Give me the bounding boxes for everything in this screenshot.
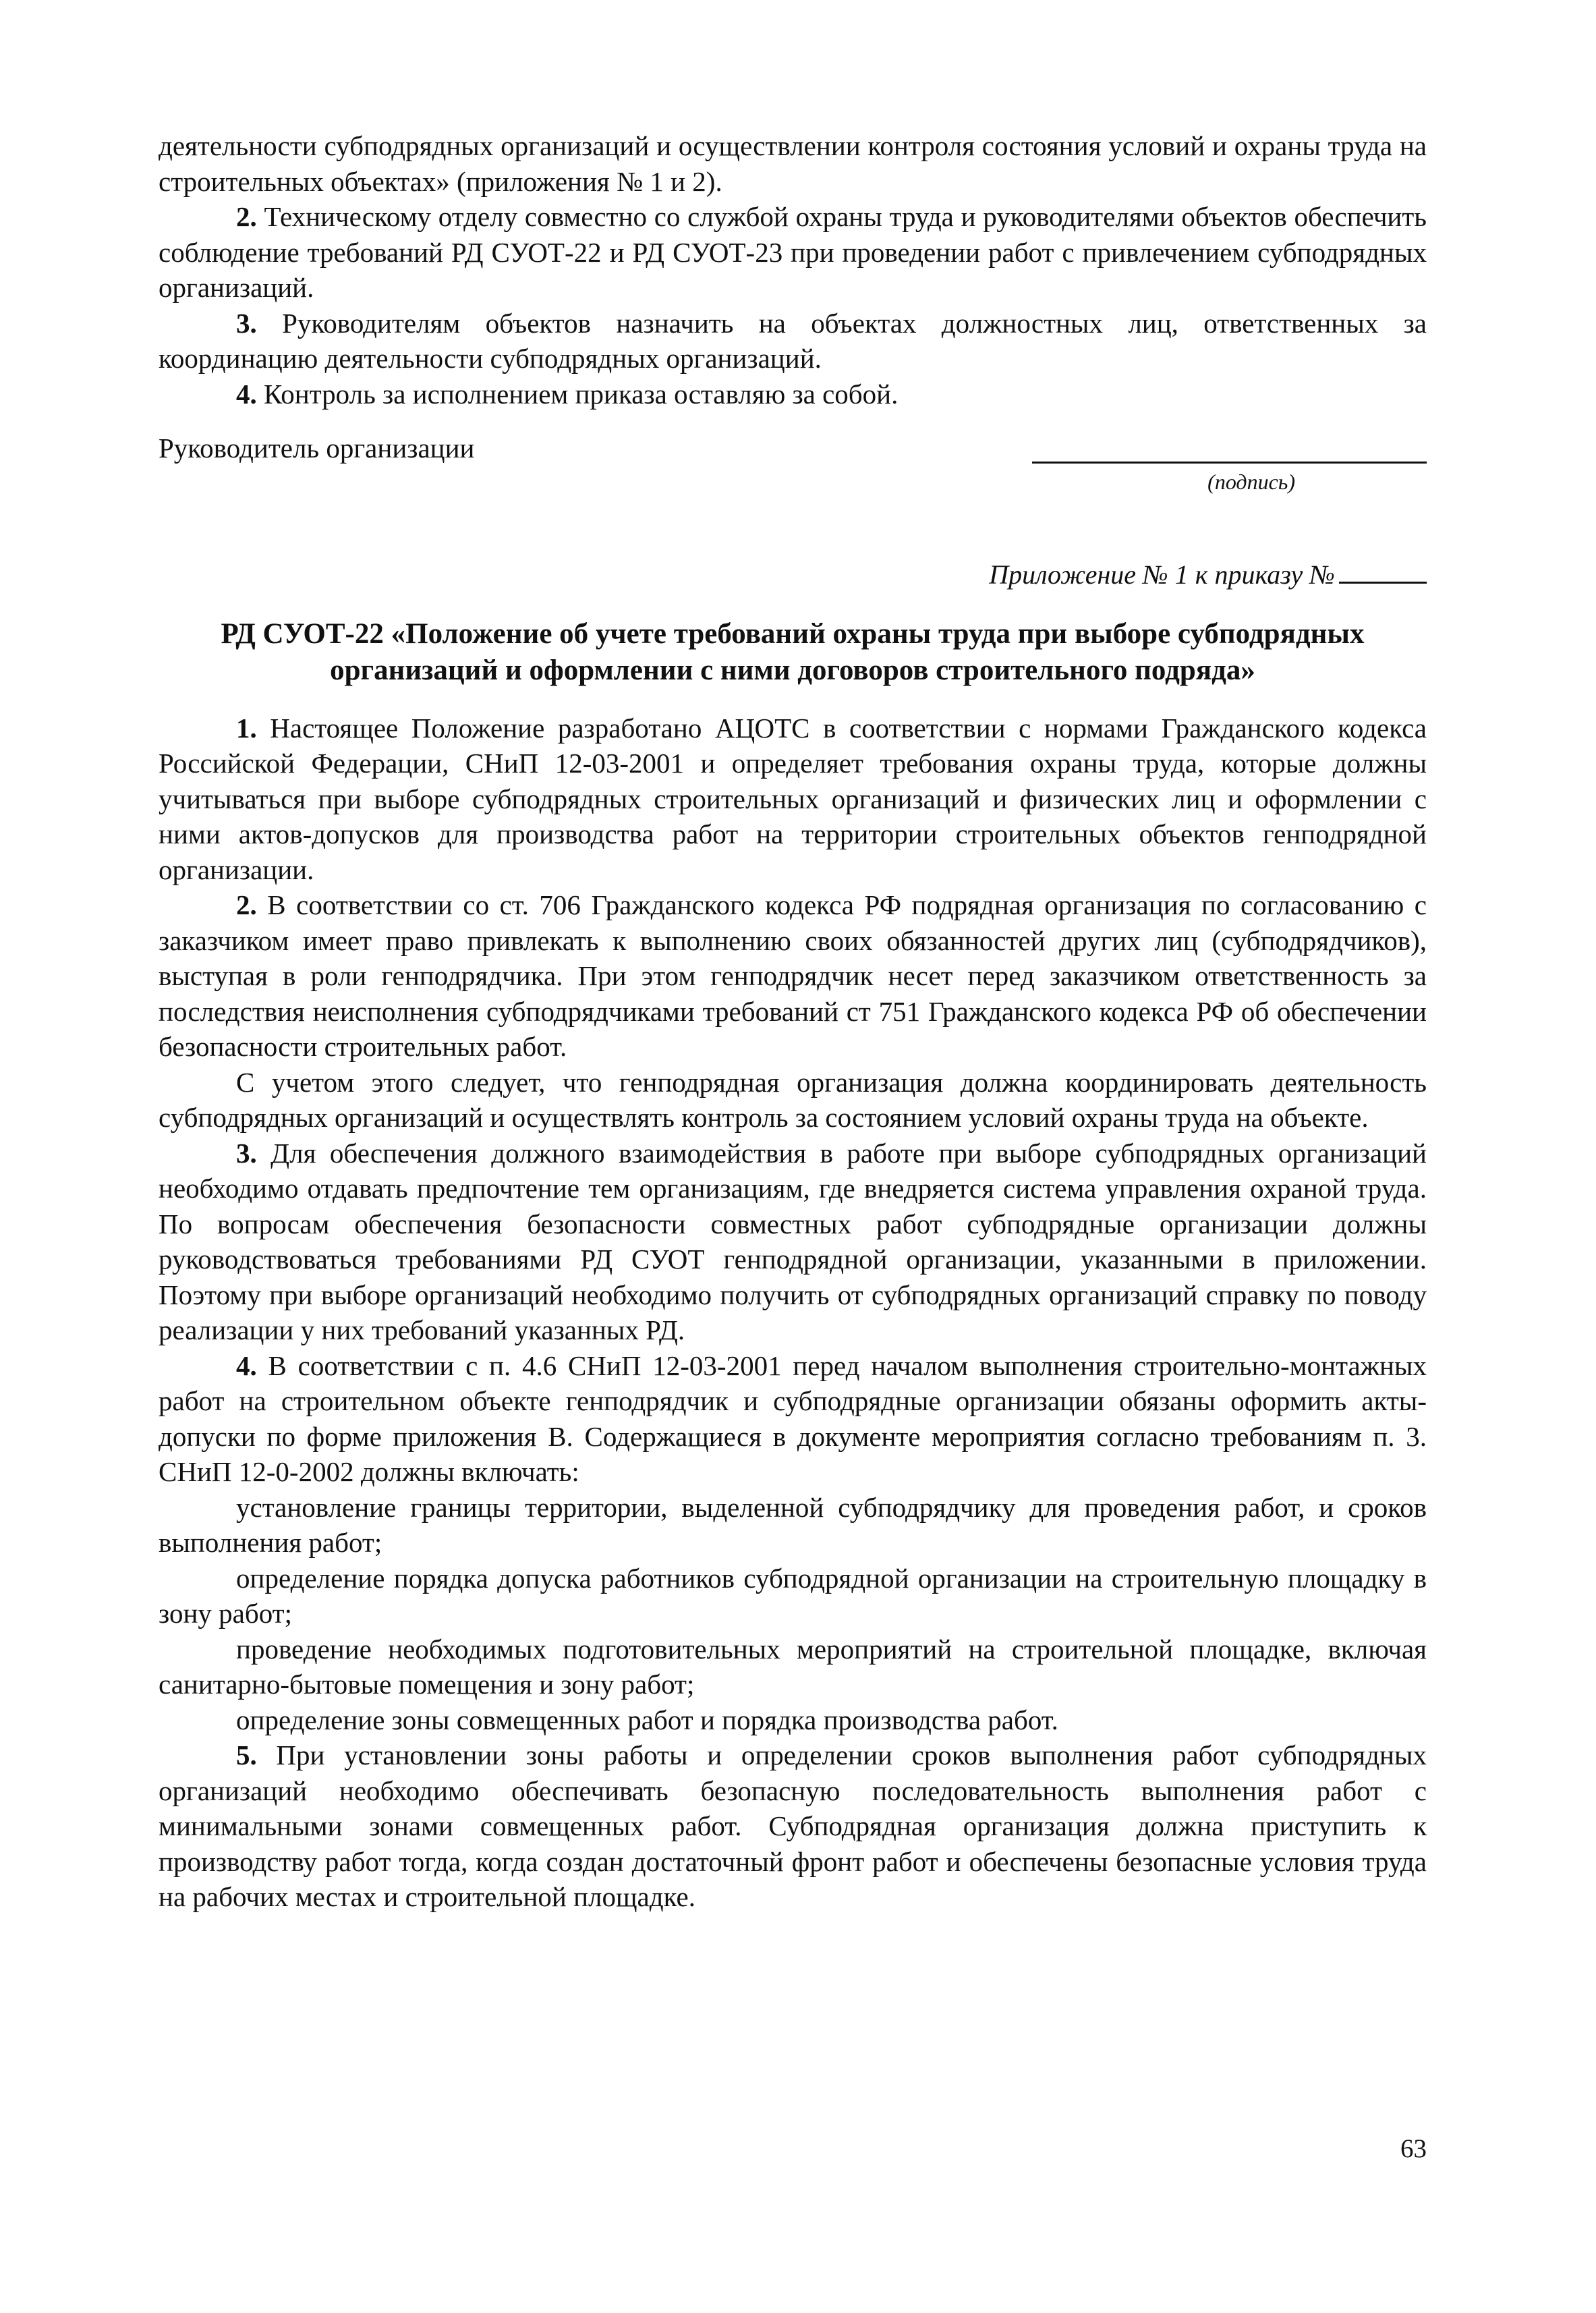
item-text: Техническому отделу совместно со службой охраны труда и руководителями объектов обеспечить соблюдение требований РД СУОТ-22 и РД СУОТ-23 при проведении работ с привлечением субподрядных организаций. bbox=[159, 201, 1427, 303]
item-number: 4. bbox=[236, 378, 257, 410]
item-number: 3. bbox=[236, 1137, 257, 1169]
section-paragraph-3 bbox=[159, 1136, 1427, 1348]
list-item: проведение необходимых подготовительных мероприятий на строительной площадке, включая санитарно-бытовые помещения и зону работ; bbox=[159, 1633, 1427, 1700]
section-paragraph-2b: С учетом этого следует, что генподрядная организация должна координировать деятельность субподрядных организаций и осуществлять контроль за состоянием условий охраны труда на объекте. bbox=[159, 1066, 1427, 1133]
signature-caption: (подпись) bbox=[1207, 470, 1295, 494]
item-number: 3. bbox=[236, 307, 257, 339]
signature-block bbox=[159, 430, 1427, 494]
section-paragraph-2 bbox=[159, 887, 1427, 1065]
list-item: определение порядка допуска работников субподрядной организации на строительную площадку в зону работ; bbox=[159, 1562, 1427, 1629]
intro-paragraph-3 bbox=[159, 306, 1427, 377]
page-number: 63 bbox=[1400, 2134, 1427, 2163]
item-number: 2. bbox=[236, 201, 257, 232]
list-item: определение зоны совмещенных работ и порядка производства работ. bbox=[236, 1704, 1058, 1735]
list-item: установление границы территории, выделенной субподрядчику для проведения работ, и сроков выполнения работ; bbox=[159, 1491, 1427, 1558]
appendix-reference-text: Приложение № 1 к приказу № bbox=[989, 559, 1335, 590]
item-text: Контроль за исполнением приказа оставляю за собой. bbox=[256, 378, 899, 410]
item-text: В соответствии со ст. 706 Гражданского кодекса РФ подрядная организация по согласованию с заказчиком имеет право привлекать к выполнению своих обязанностей других лиц (субподрядчиков), выступая в роли генподрядчика. При этом генподрядчик несет перед заказчиком ответственность за последствия неисполнения субподрядчиками требований ст 751 Гражданского кодекса РФ об обеспечении безопасности строительных работ. bbox=[159, 889, 1427, 1062]
intro-paragraph-continuation: деятельности субподрядных организаций и осуществлении контроля состояния условий и охраны труда на строительных объектах» (приложения № 1 и 2). bbox=[159, 130, 1427, 197]
section-title: РД СУОТ-22 «Положение об учете требований охраны труда при выборе субподрядных организаций и оформлении с ними договоров строительного подряда» bbox=[221, 617, 1365, 686]
document-page bbox=[159, 128, 1427, 1915]
item-number: 5. bbox=[236, 1739, 257, 1771]
section-paragraph-4 bbox=[159, 1348, 1427, 1490]
item-number: 4. bbox=[236, 1349, 257, 1381]
item-text: В соответствии с п. 4.6 СНиП 12-03-2001 перед началом выполнения строительно-монтажных работ на строительном объекте генподрядчик и субподрядные организации обязаны оформить акты-допуски по форме приложения В. Содержащиеся в документе мероприятия согласно требованиям п. 3. СНиП 12-0-2002 должны включать: bbox=[159, 1349, 1427, 1487]
order-number-blank bbox=[1339, 561, 1427, 584]
intro-paragraph-4 bbox=[159, 377, 1427, 412]
item-text: Для обеспечения должного взаимодействия в работе при выборе субподрядных организаций необходимо отдавать предпочтение тем организациям, где внедряется система управления охраной труда. По вопросам обеспечения безопасности совместных работ субподрядные организации должны руководствоваться требованиями РД СУОТ генподрядной организации, указанными в приложении. Поэтому при выборе организаций необходимо получить от субподрядных организаций справку по поводу реализации у них требований указанных РД. bbox=[159, 1137, 1427, 1345]
item-text: Руководителям объектов назначить на объектах должностных лиц, ответственных за координацию деятельности субподрядных организаций. bbox=[159, 307, 1427, 374]
section-paragraph-5 bbox=[159, 1737, 1427, 1915]
signature-line bbox=[1032, 462, 1427, 464]
item-text: Настоящее Положение разработано АЦОТС в соответствии с нормами Гражданского кодекса Российской Федерации, СНиП 12-03-2001 и определяет требования охраны труда, которые должны учитываться при выборе субподрядных строительных организаций и физических лиц и оформлении с ними актов-допусков для производства работ на территории строительных объектов генподрядной организации. bbox=[159, 712, 1427, 885]
signature-label: Руководитель организации bbox=[159, 433, 475, 464]
item-text: При установлении зоны работы и определении сроков выполнения работ субподрядных организаций необходимо обеспечивать безопасную последовательность выполнения работ с минимальными зонами совмещенных работ. Субподрядная организация должна приступить к производству работ тогда, когда создан достаточный фронт работ и обеспечены безопасные условия труда на рабочих местах и строительной площадке. bbox=[159, 1739, 1427, 1912]
intro-paragraph-2 bbox=[159, 199, 1427, 306]
section-paragraph-1 bbox=[159, 710, 1427, 888]
appendix-reference bbox=[159, 557, 1427, 593]
item-number: 1. bbox=[236, 712, 257, 744]
item-number: 2. bbox=[236, 889, 257, 920]
